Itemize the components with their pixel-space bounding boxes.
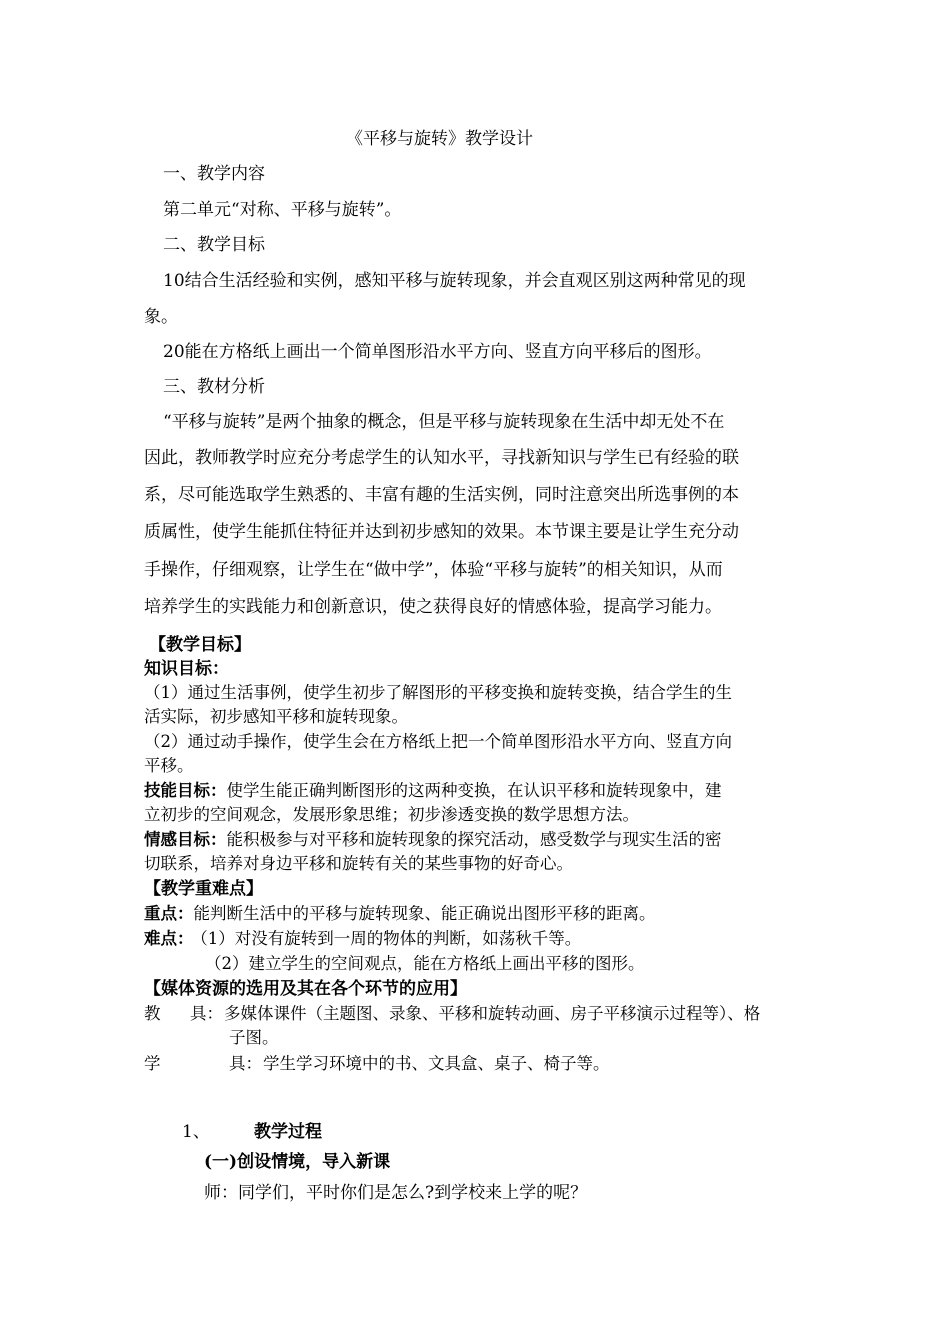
knowledge-1-line-1: （1）通过生活事例，使学生初步了解图形的平移变换和旋转变换，结合学生的生 <box>144 683 732 702</box>
skill-line-1 <box>144 780 722 802</box>
teach-tool-char-2: 具： <box>190 1004 223 1023</box>
knowledge-2-line-1: （2）通过动手操作，使学生会在方格纸上把一个简单图形沿水平方向、竖直方向 <box>144 732 732 751</box>
teach-tool-text-2: 子图。 <box>229 1028 279 1047</box>
key-point-line <box>144 903 656 925</box>
keypoints-heading: 【教学重难点】 <box>144 879 263 899</box>
process-number: 1、 <box>182 1122 210 1142</box>
goal-1-line-1: 10结合生活经验和实例，感知平移与旋转现象，并会直观区别这两种常见的现 <box>163 271 746 291</box>
difficulty-line-1 <box>144 928 581 950</box>
process-heading: 教学过程 <box>254 1122 322 1142</box>
document-title: 《平移与旋转》教学设计 <box>346 129 533 149</box>
emotion-text: 能积极参与对平移和旋转现象的探究活动，感受数学与现实生活的密 <box>226 830 722 849</box>
step-1-heading: (一)创设情境，导入新课 <box>204 1152 391 1172</box>
emotion-line-2: 切联系，培养对身边平移和旋转有关的某些事物的好奇心。 <box>144 854 573 873</box>
learn-tool-char-2: 具： <box>229 1054 262 1073</box>
key-point-text: 能判断生活中的平移与旋转现象、能正确说出图形平移的距离。 <box>193 904 656 923</box>
emotion-line-1 <box>144 829 722 851</box>
skill-text: 使学生能正确判断图形的这两种变换，在认识平移和旋转现象中，建 <box>226 781 722 800</box>
emotion-label: 情感目标： <box>144 830 227 849</box>
knowledge-1-line-2: 活实际，初步感知平移和旋转现象。 <box>144 707 408 726</box>
goal-2: 20能在方格纸上画出一个简单图形沿水平方向、竖直方向平移后的图形。 <box>163 342 712 362</box>
difficulty-label: 难点： <box>144 929 194 948</box>
teach-tool-char-1: 教 <box>144 1004 161 1023</box>
knowledge-2-line-2: 平移。 <box>144 756 194 775</box>
learn-tool-char-1: 学 <box>144 1054 161 1073</box>
learn-tool-text: 学生学习环境中的书、文具盒、桌子、椅子等。 <box>263 1054 610 1073</box>
analysis-line-3: 系，尽可能选取学生熟悉的、丰富有趣的生活实例，同时注意突出所选事例的本 <box>144 485 739 505</box>
section-3-heading: 三、教材分析 <box>163 377 265 397</box>
goal-1-line-2: 象。 <box>144 307 178 327</box>
section-2-heading: 二、教学目标 <box>163 235 265 255</box>
media-heading: 【媒体资源的选用及其在各个环节的应用】 <box>144 979 467 999</box>
difficulty-text-1: （1）对没有旋转到一周的物体的判断，如荡秋千等。 <box>199 929 582 948</box>
analysis-line-2: 因此，教师教学时应充分考虑学生的认知水平，寻找新知识与学生已有经验的联 <box>144 448 739 468</box>
analysis-line-1: “平移与旋转”是两个抽象的概念，但是平移与旋转现象在生活中却无处不在 <box>163 412 725 432</box>
objectives-heading: 【教学目标】 <box>149 635 251 655</box>
knowledge-heading: 知识目标： <box>144 659 229 679</box>
section-1-text: 第二单元“对称、平移与旋转”。 <box>163 200 402 220</box>
skill-line-2: 立初步的空间观念，发展形象思维；初步渗透变换的数学思想方法。 <box>144 805 639 824</box>
teach-tool-text-1: 多媒体课件（主题图、录象、平移和旋转动画、房子平移演示过程等）、格 <box>224 1004 761 1023</box>
section-1-heading: 一、教学内容 <box>163 164 265 184</box>
skill-label: 技能目标： <box>144 781 227 800</box>
analysis-line-4: 质属性，使学生能抓住特征并达到初步感知的效果。本节课主要是让学生充分动 <box>144 522 739 542</box>
difficulty-line-2: （2）建立学生的空间观点，能在方格纸上画出平移的图形。 <box>205 954 645 973</box>
key-point-label: 重点： <box>144 904 194 923</box>
step-1-text: 师：同学们，平时你们是怎么?到学校来上学的呢？ <box>204 1183 588 1203</box>
analysis-line-6: 培养学生的实践能力和创新意识，使之获得良好的情感体验，提高学习能力。 <box>144 597 722 617</box>
analysis-line-5: 手操作，仔细观察，让学生在“做中学”，体验“平移与旋转”的相关知识，从而 <box>144 560 723 580</box>
